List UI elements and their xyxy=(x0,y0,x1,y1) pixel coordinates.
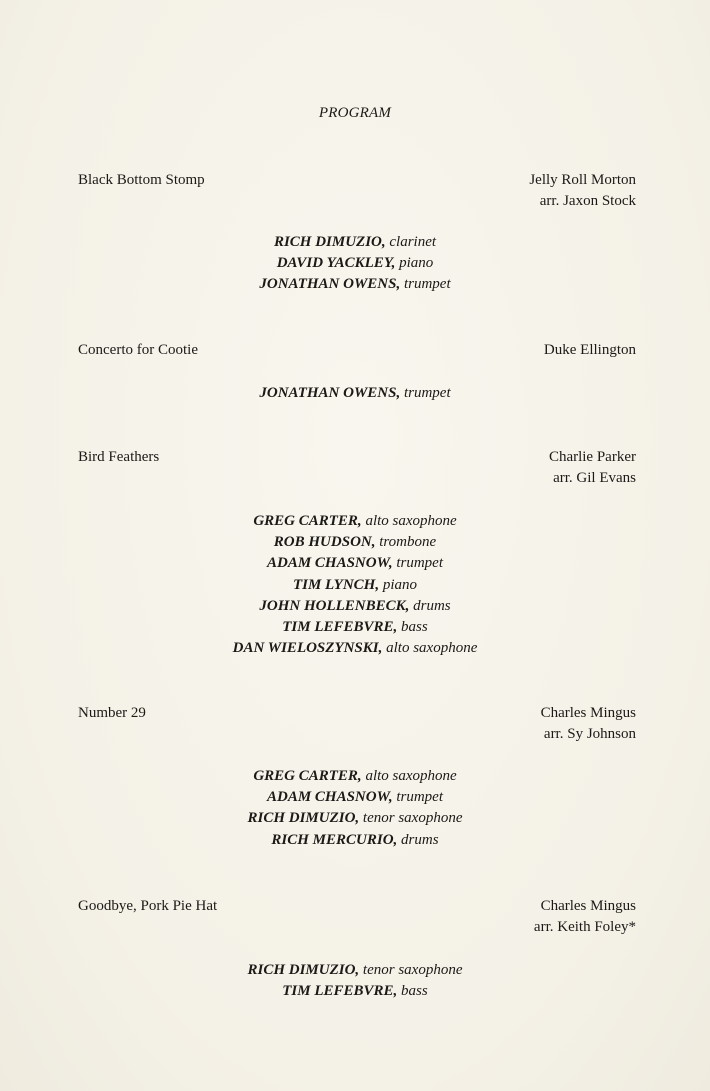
performer-instrument: trumpet xyxy=(403,385,451,401)
performer-instrument: alto saxophone xyxy=(386,640,478,657)
piece-credit xyxy=(544,340,636,361)
performer-line xyxy=(0,787,710,808)
program-piece xyxy=(78,170,636,212)
piece-arranger: arr. Gil Evans xyxy=(553,470,636,486)
performer-name: ADAM CHASNOW, xyxy=(266,789,393,806)
performer-name: TIM LEFEBVRE, xyxy=(282,983,398,1000)
program-piece xyxy=(78,447,636,489)
piece-title: Bird Feathers xyxy=(78,449,160,465)
piece-credit xyxy=(529,170,636,212)
piece-credit xyxy=(534,896,636,938)
performer-name: RICH DIMUZIO, xyxy=(273,234,386,250)
performer-instrument: drums xyxy=(401,831,439,848)
piece-title: Number 29 xyxy=(78,705,146,721)
performer-name: TIM LEFEBVRE, xyxy=(282,619,398,636)
piece-composer: Charlie Parker xyxy=(548,449,636,465)
performer-instrument: trombone xyxy=(379,534,437,551)
performer-line xyxy=(0,960,710,981)
performer-instrument: drums xyxy=(413,597,451,614)
performer-list xyxy=(0,766,710,851)
piece-composer: Charles Mingus xyxy=(540,705,636,721)
performer-name: ROB HUDSON, xyxy=(273,534,376,551)
performer-instrument: tenor saxophone xyxy=(362,810,463,827)
piece-arranger: arr. Jaxon Stock xyxy=(539,193,636,209)
performer-instrument: clarinet xyxy=(389,234,437,250)
performer-instrument: piano xyxy=(382,576,418,593)
performer-name: JONATHAN OWENS, xyxy=(259,276,401,293)
performer-line xyxy=(0,253,710,274)
piece-title: Black Bottom Stomp xyxy=(78,172,205,188)
piece-credit xyxy=(549,447,636,489)
performer-instrument: tenor saxophone xyxy=(362,962,463,978)
performer-line xyxy=(0,596,710,617)
performer-name: RICH DIMUZIO, xyxy=(247,962,360,978)
performer-instrument: alto saxophone xyxy=(365,513,457,529)
performer-line xyxy=(0,830,710,851)
performer-line xyxy=(0,766,710,787)
performer-line xyxy=(0,383,710,404)
piece-credit xyxy=(541,703,636,745)
performer-line xyxy=(0,553,710,574)
program-piece xyxy=(78,896,636,938)
performer-name: RICH MERCURIO, xyxy=(271,831,398,848)
performer-line xyxy=(0,274,710,295)
piece-title: Goodbye, Pork Pie Hat xyxy=(78,898,218,914)
performer-name: GREG CARTER, xyxy=(253,513,362,529)
performer-line xyxy=(0,511,710,532)
performer-instrument: alto saxophone xyxy=(365,768,457,784)
performer-name: ADAM CHASNOW, xyxy=(266,555,393,572)
performer-line xyxy=(0,981,710,1002)
performer-name: GREG CARTER, xyxy=(253,768,362,784)
performer-instrument: trumpet xyxy=(403,276,451,293)
performer-instrument: bass xyxy=(401,619,428,636)
program-heading: PROGRAM xyxy=(318,105,392,121)
performer-instrument: piano xyxy=(399,255,434,272)
piece-arranger: arr. Sy Johnson xyxy=(543,726,636,742)
performer-name: DAVID YACKLEY, xyxy=(276,255,396,272)
performer-instrument: trumpet xyxy=(396,555,443,572)
performer-name: JONATHAN OWENS, xyxy=(259,385,401,401)
program-piece xyxy=(78,340,636,361)
performer-name: RICH DIMUZIO, xyxy=(247,810,360,827)
piece-title: Concerto for Cootie xyxy=(78,342,198,358)
performer-line xyxy=(0,617,710,638)
performer-line xyxy=(0,532,710,553)
program-piece xyxy=(78,703,636,745)
performer-list xyxy=(0,383,710,404)
performer-line xyxy=(0,575,710,596)
performer-instrument: trumpet xyxy=(396,789,443,806)
performer-instrument: bass xyxy=(401,983,428,1000)
piece-composer: Duke Ellington xyxy=(543,342,636,358)
performer-list xyxy=(0,232,710,296)
performer-name: DAN WIELOSZYNSKI, xyxy=(232,640,383,657)
performer-line xyxy=(0,638,710,659)
performer-line xyxy=(0,808,710,829)
piece-arranger: arr. Keith Foley* xyxy=(533,919,636,935)
piece-composer: Charles Mingus xyxy=(540,898,636,914)
performer-line xyxy=(0,232,710,253)
performer-name: TIM LYNCH, xyxy=(292,576,380,593)
performer-list xyxy=(0,960,710,1002)
performer-name: JOHN HOLLENBECK, xyxy=(259,597,410,614)
performer-list xyxy=(0,511,710,659)
piece-composer: Jelly Roll Morton xyxy=(529,172,636,188)
